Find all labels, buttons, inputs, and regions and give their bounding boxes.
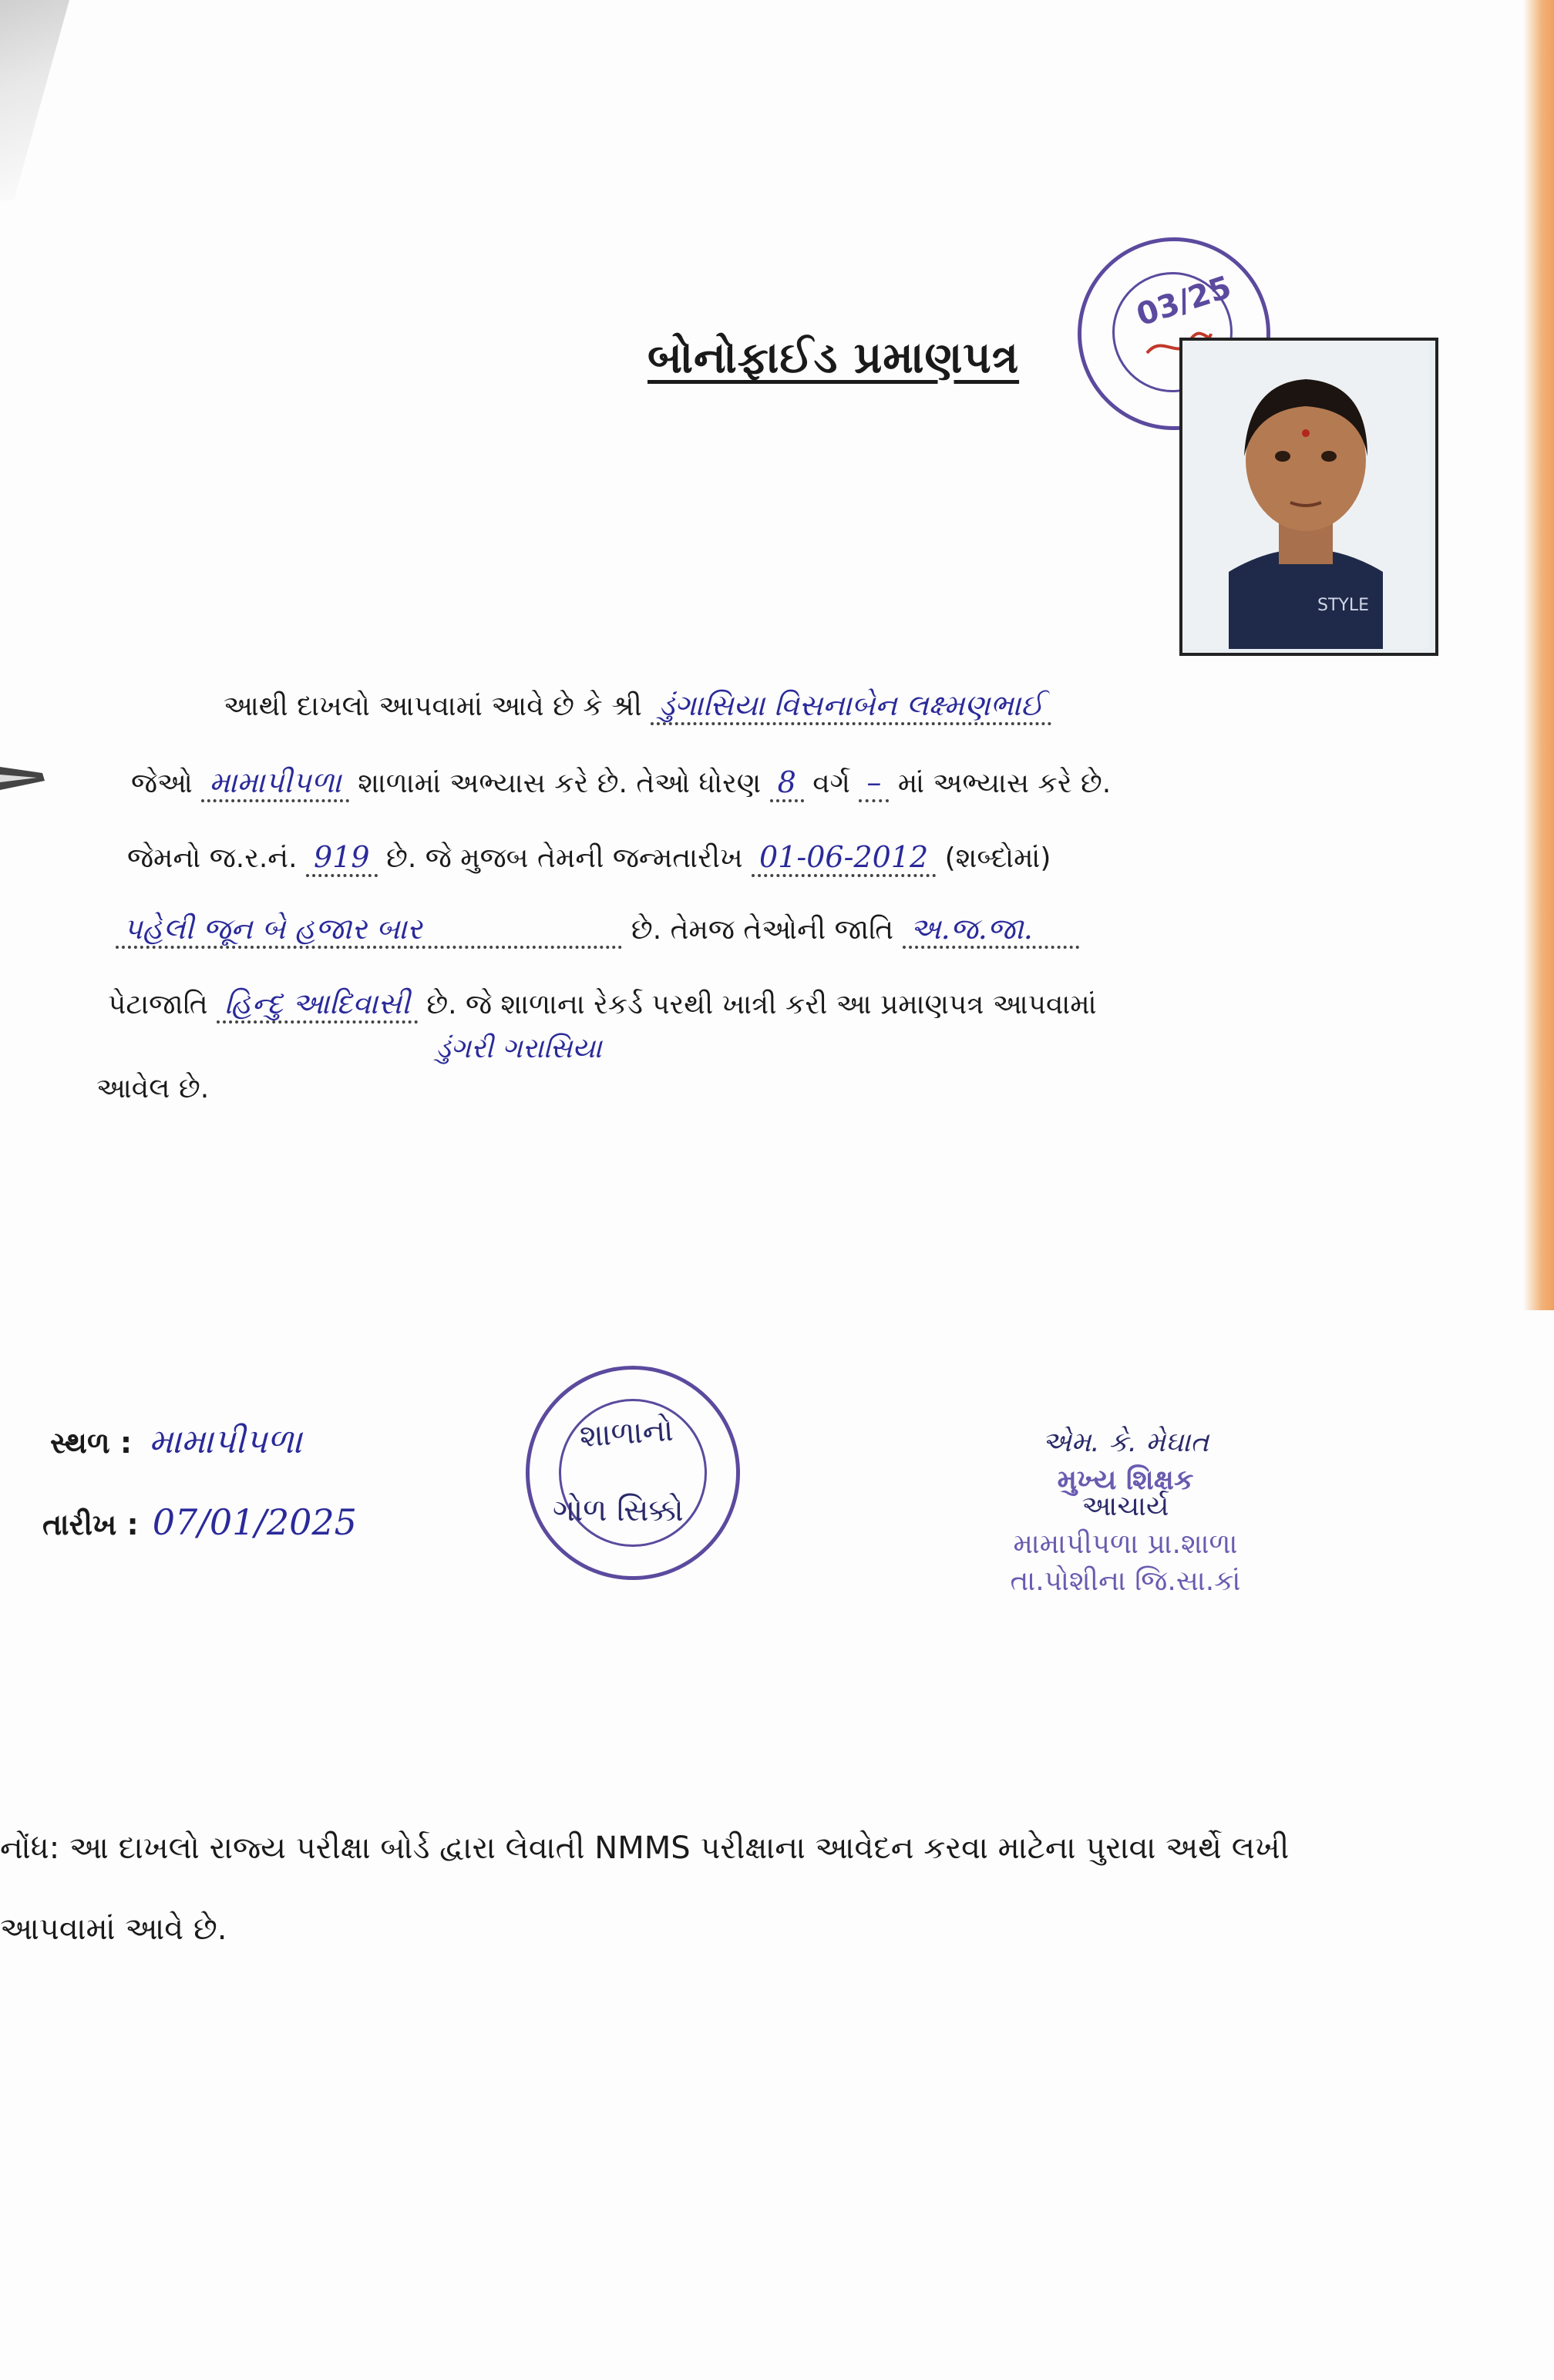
text-line-6: આવેલ છે. [96,1073,210,1104]
school-round-seal [526,1366,740,1580]
note-line-2: આપવામાં આવે છે. [0,1911,227,1947]
sign-role: મુખ્ય શિક્ષક [1057,1464,1194,1496]
student-name: ડુંગાસિયા વિસનાબેન લક્ષ્મણભાઈ [651,688,1051,725]
birth-date: 01-06-2012 [752,840,936,877]
seal-text-bottom: ગોળ સિક્કો [553,1493,684,1528]
place-value: મામાપીપળા [149,1422,302,1461]
binder-clip-icon [0,759,46,799]
student-photo [1179,338,1438,656]
stamp-date: 03/25 [1132,269,1236,334]
text-line-3: જેમનો જ.ર.નં. 919 છે. જે મુજબ તેમની જન્મતારીખ 01-06-2012 (શબ્દોમાં) [127,840,1051,875]
text-line-2: જેઓ મામાપીપળા શાળામાં અભ્યાસ કરે છે. તેઓ ધોરણ 8 વર્ગ – માં અભ્યાસ કરે છે. [131,765,1111,800]
register-number: 919 [306,840,378,877]
seal-text-top: શાળાનો [578,1412,674,1455]
caste: અ.જ.જા. [903,912,1079,949]
student-portrait-icon [1182,341,1429,649]
standard: 8 [770,765,804,802]
paper-edge-right [1523,0,1554,1310]
sign-school: મામાપીપળા પ્રા.શાળા [1013,1528,1238,1560]
certificate-title: બોનોફાઈડ પ્રમાણપત્ર [648,333,1020,383]
place-row: સ્થળ : મામાપીપળા [50,1422,302,1461]
date-row: તારીખ : 07/01/2025 [42,1501,357,1543]
text-line-1: આથી દાખલો આપવામાં આવે છે કે શ્રી ડુંગાસિયા વિસનાબેન લક્ષ્મણભાઈ [224,688,1051,723]
note-line-1: નોંધ: આ દાખલો રાજ્ય પરીક્ષા બોર્ડ દ્વારા લેવાતી NMMS પરીક્ષાના આવેદન કરવા માટેના પુરાવા અર્થે લખી [0,1830,1290,1866]
text-line-5: પેટાજાતિ હિન્દુ આદિવાસી છે. જે શાળાના રેકર્ડ પરથી ખાત્રી કરી આ પ્રમાણપત્ર આપવામાં [108,987,1097,1021]
text-line-4: પહેલી જૂન બે હજાર બાર છે. તેમજ તેઓની જાતિ અ.જ.જા. [116,912,1079,946]
svg-text:STYLE: STYLE [1317,596,1369,615]
date-value: 07/01/2025 [152,1501,357,1543]
school-name: મામાપીપળા [201,765,348,802]
principal-signature-stamp [956,1424,1295,1601]
sign-role-2: આચાર્ય [1081,1491,1169,1523]
sub-caste-note: ડુંગરી ગરાસિયા [436,1033,602,1064]
paper-fold-shadow [0,0,69,200]
sign-name: એમ. કે. મેઘાત [1041,1427,1209,1458]
birth-date-words: પહેલી જૂન બે હજાર બાર [116,912,622,949]
division: – [859,765,889,802]
sub-caste: હિન્દુ આદિવાસી [217,987,418,1024]
sign-address: તા.પોશીના જિ.સા.કાં [1010,1565,1241,1598]
